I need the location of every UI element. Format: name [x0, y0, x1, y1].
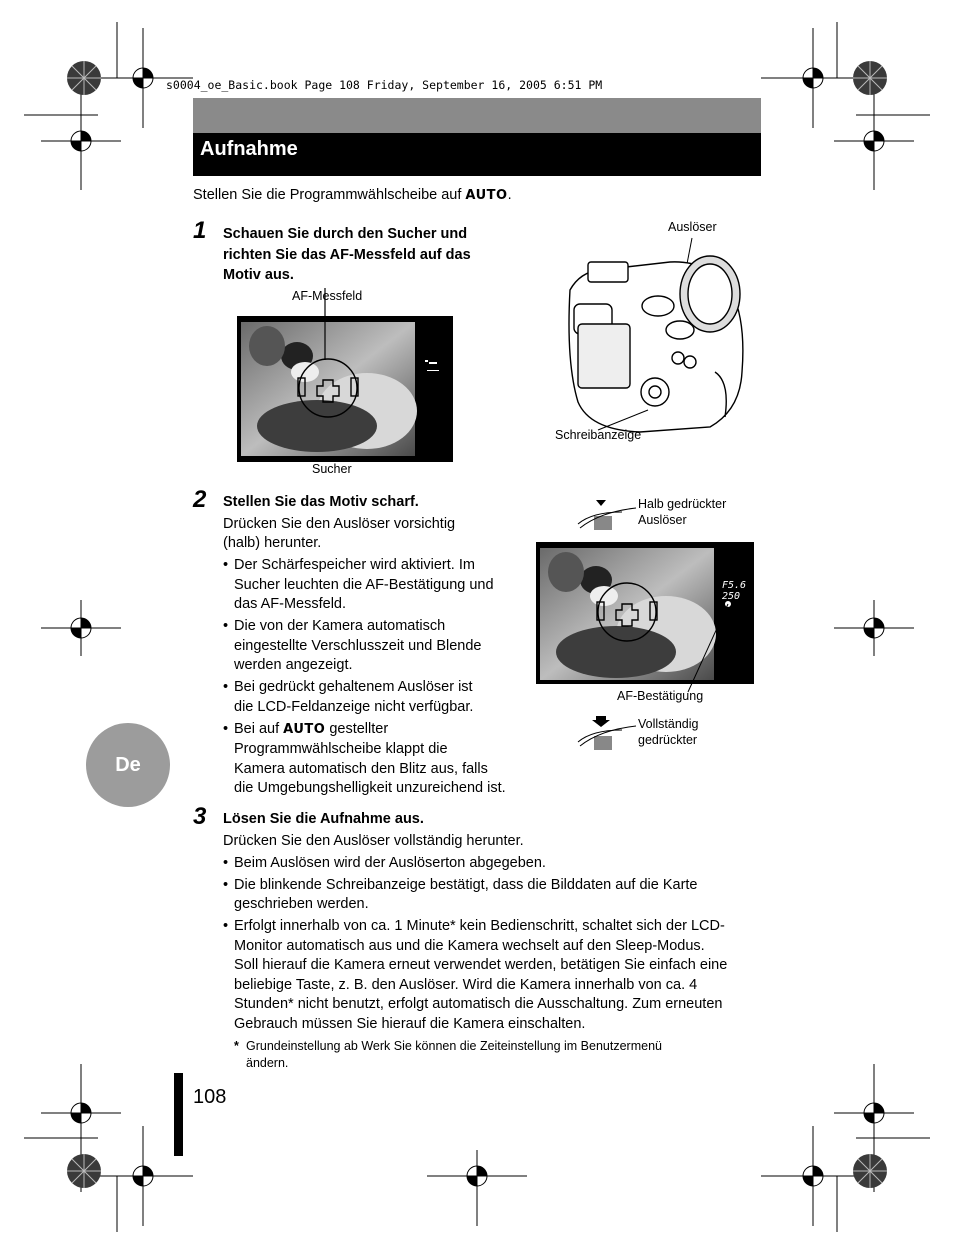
full-press-label-line1: Vollständig [638, 717, 699, 731]
camera-illustration [560, 232, 750, 442]
step3-bullet3-line2: Monitor automatisch aus und die Kamera wechselt auf den Sleep-Modus. [234, 938, 705, 954]
page-title: Aufnahme [200, 138, 298, 160]
step2-bullet2-line2: eingestellte Verschlusszeit und Blende [234, 638, 482, 654]
step3-title: Lösen Sie die Aufnahme aus. [223, 811, 424, 827]
auto-mode-label: AUTO [465, 188, 508, 203]
auto-mode-label-2: AUTO [283, 722, 326, 737]
book-header: s0004_oe_Basic.book Page 108 Friday, September 16, 2005 6:51 PM [166, 78, 603, 92]
half-press-icon [578, 498, 638, 534]
step2-body-line1: Drücken Sie den Auslöser vorsichtig [223, 516, 456, 532]
step3-bullet3-line4: beliebige Taste, z. B. den Auslöser. Wird die Kamera innerhalb von ca. 4 [234, 977, 698, 993]
page-number-bar [174, 1073, 183, 1156]
viewfinder-image-1 [237, 316, 453, 462]
write-indicator-label: Schreibanzeige [555, 428, 642, 442]
footnote-line2: ändern. [246, 1056, 289, 1070]
full-press-icon [578, 714, 638, 752]
full-press-label-line2: gedrückter [638, 733, 698, 747]
half-press-label-line2: Auslöser [638, 513, 687, 527]
language-tab-label: De [115, 754, 141, 776]
step3-bullet1: • Beim Auslösen wird der Auslöserton abgegeben. [234, 854, 546, 874]
step2-bullet3-line2: die LCD-Feldanzeige nicht verfügbar. [234, 699, 474, 715]
step3-number: 3 [193, 803, 207, 830]
step1-title-line2: richten Sie das AF-Messfeld auf das [223, 247, 471, 263]
page-number: 108 [193, 1086, 227, 1108]
step2-title: Stellen Sie das Motiv scharf. [223, 494, 419, 510]
step3-body: Drücken Sie den Auslöser vollständig herunter. [223, 833, 524, 849]
step3-bullet2-line1: • Die blinkende Schreibanzeige bestätigt, dass die Bilddaten auf die Karte [234, 876, 698, 896]
step3-bullet3-line5: Stunden* nicht benutzt, erfolgt automatisch die Ausschaltung. Zum erneuten [234, 996, 723, 1012]
step2-number: 2 [193, 486, 207, 513]
step2-bullet2-line1: • Die von der Kamera automatisch [234, 617, 445, 637]
shutter-label: Auslöser [668, 220, 717, 234]
step1-title-line1: Schauen Sie durch den Sucher und [223, 226, 468, 242]
step3-bullet3-line6: Gebrauch müssen Sie hierauf die Kamera einschalten. [234, 1016, 586, 1032]
intro-text: Stellen Sie die Programmwählscheibe auf AUTO. [193, 187, 512, 203]
footnote-line1: Grundeinstellung ab Werk Sie können die Zeiteinstellung im Benutzermenü [246, 1039, 662, 1053]
step3-bullet3-line1: • Erfolgt innerhalb von ca. 1 Minute* kein Bedienschritt, schaltet sich der LCD- [234, 917, 725, 937]
step2-bullet3-line1: • Bei gedrückt gehaltenem Auslöser ist [234, 678, 473, 698]
step1-number: 1 [193, 217, 207, 244]
half-press-label-line1: Halb gedrückter [638, 497, 727, 511]
af-confirm-label: AF-Bestätigung [617, 689, 704, 703]
viewfinder-image-2 [536, 542, 754, 684]
step2-bullet1-line3: das AF-Messfeld. [234, 596, 347, 612]
viewfinder-readout [722, 580, 746, 602]
shutter-speed-readout: 250 [722, 591, 741, 602]
viewfinder-label: Sucher [312, 462, 352, 476]
step2-bullet4-line4: die Umgebungshelligkeit unzureichend ist. [234, 780, 506, 796]
step2-bullet4-line1: • Bei auf AUTO gestellter [234, 720, 388, 740]
step3-bullet3-line3: Soll hierauf die Kamera erneut verwendet werden, betätigen Sie einfach eine [234, 957, 728, 973]
step2-bullet1-line1: • Der Schärfespeicher wird aktiviert. Im [234, 556, 475, 576]
step2-bullet4-line3: Kamera automatisch den Blitz aus, falls [234, 761, 488, 777]
step1-title-line3: Motiv aus. [223, 267, 294, 283]
footnote-mark: * [234, 1039, 239, 1053]
step3-bullet2-line2: geschrieben werden. [234, 896, 369, 912]
step2-bullet2-line3: werden angezeigt. [234, 657, 353, 673]
af-field-label: AF-Messfeld [292, 289, 363, 303]
step2-bullet4-line2: Programmwählscheibe klappt die [234, 741, 448, 757]
title-bar-top [193, 98, 761, 133]
step2-bullet1-line2: Sucher leuchten die AF-Bestätigung und [234, 577, 494, 593]
step2-body-line2: (halb) herunter. [223, 535, 322, 551]
aperture-readout: F5.6 [722, 580, 747, 591]
